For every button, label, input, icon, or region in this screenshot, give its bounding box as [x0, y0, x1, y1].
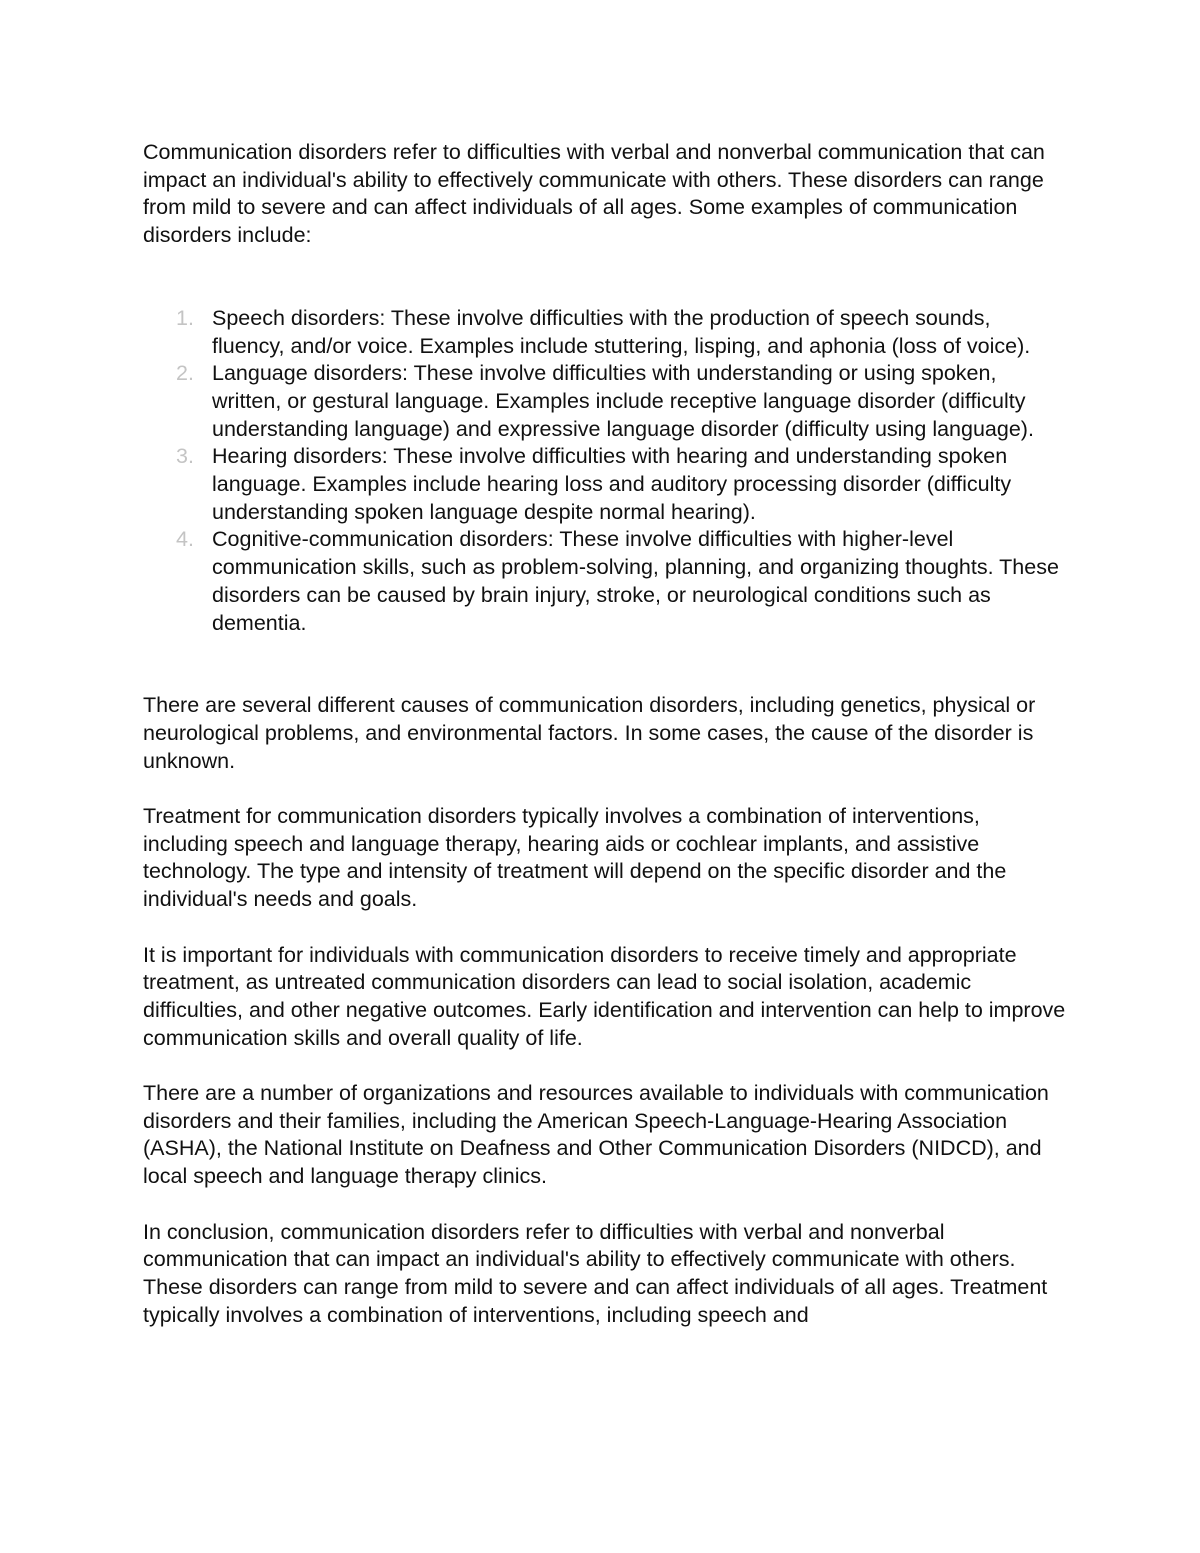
list-number: 2.	[176, 361, 194, 386]
importance-paragraph: It is important for individuals with communication disorders to receive timely and appropriate treatment, as untreated communication disorders can lead to social isolation, academic difficulties, and other negative outcomes. Early identification and intervention can help to improve communication skills and overall quality of life.	[143, 942, 1066, 1050]
spacer	[143, 637, 1068, 692]
list-item-text: Hearing disorders: These involve difficulties with hearing and understanding spoken language. Examples include hearing loss and auditory processing disorder (difficulty understanding spoken language despite normal hearing).	[212, 444, 1012, 524]
causes-paragraph: There are several different causes of communication disorders, including genetics, physical or neurological problems, and environmental factors. In some cases, the cause of the disorder is unknown.	[143, 693, 1036, 773]
list-item-text: Cognitive-communication disorders: These involve difficulties with higher-level communication skills, such as problem-solving, planning, and organizing thoughts. These disorders can be caused by brain injury, stroke, or neurological conditions such as dementia.	[212, 527, 1059, 635]
spacer	[143, 1052, 1068, 1080]
spacer	[143, 914, 1068, 942]
resources-paragraph: There are a number of organizations and resources available to individuals with communication disorders and their families, including the American Speech-Language-Hearing Association (ASHA), the National Institute on Deafness and Other Communication Disorders (NIDCD), and local speech and language therapy clinics.	[143, 1081, 1049, 1189]
spacer	[143, 775, 1068, 803]
treatment-paragraph: Treatment for communication disorders typically involves a combination of interventions, including speech and language therapy, hearing aids or cochlear implants, and assistive technology. The type and intensity of treatment will depend on the specific disorder and the individual's needs and goals.	[143, 804, 1007, 912]
list-number: 1.	[176, 305, 194, 330]
spacer	[143, 250, 1068, 305]
disorders-list	[143, 305, 1068, 637]
list-item-speech-disorders	[176, 305, 1068, 360]
document-page	[143, 139, 1068, 1329]
list-item-text: Language disorders: These involve difficulties with understanding or using spoken, written, or gestural language. Examples include receptive language disorder (difficulty understanding language) and expressive language disorder (difficulty using language).	[212, 361, 1034, 441]
list-number: 3.	[176, 444, 194, 469]
list-item-text: Speech disorders: These involve difficulties with the production of speech sounds, fluency, and/or voice. Examples include stuttering, lisping, and aphonia (loss of voice).	[212, 305, 1031, 358]
spacer	[143, 1191, 1068, 1219]
conclusion-paragraph: In conclusion, communication disorders refer to difficulties with verbal and nonverbal communication that can impact an individual's ability to effectively communicate with others. These disorders can range from mild to severe and can affect individuals of all ages. Treatment typically involves a combination of interventions, including speech and	[143, 1219, 1048, 1327]
list-number: 4.	[176, 527, 194, 552]
list-item-cognitive-communication-disorders	[176, 526, 1068, 637]
list-item-hearing-disorders	[176, 443, 1068, 526]
list-item-language-disorders	[176, 360, 1068, 443]
intro-paragraph: Communication disorders refer to difficulties with verbal and nonverbal communication that can impact an individual's ability to effectively communicate with others. These disorders can range from mild to severe and can affect individuals of all ages. Some examples of communication disorders include:	[143, 140, 1045, 248]
